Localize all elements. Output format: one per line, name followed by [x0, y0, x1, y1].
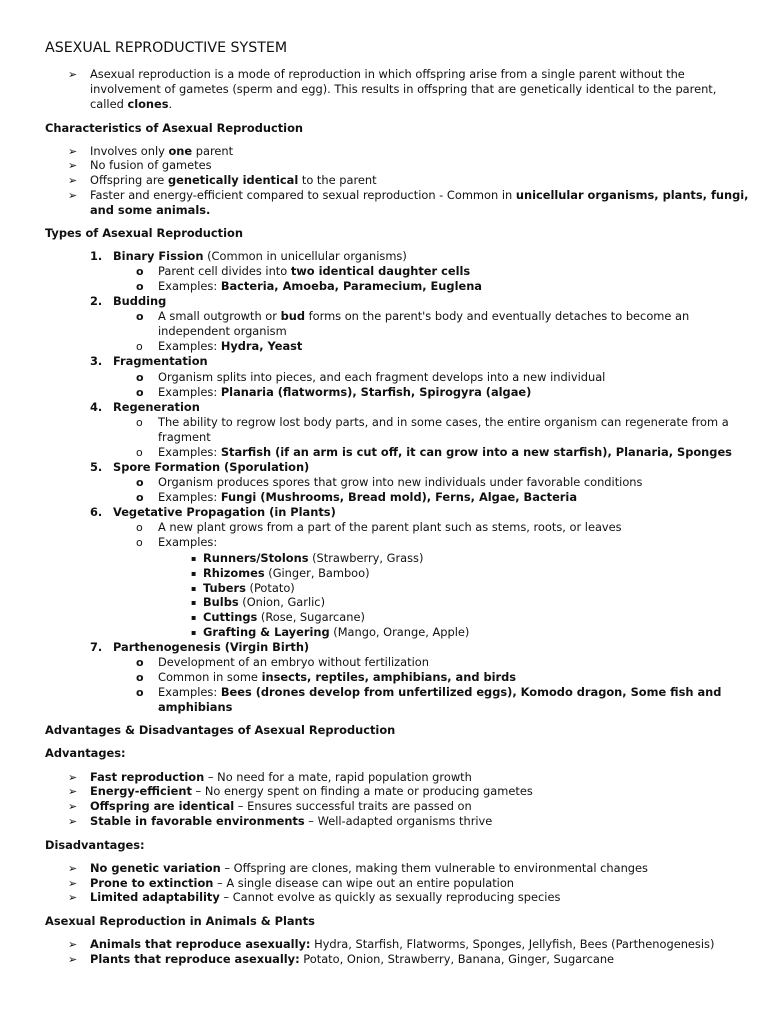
circle-bullet-icon: o — [136, 536, 143, 549]
vegetative-item: Cuttings (Rose, Sugarcane) — [203, 610, 365, 624]
type-title-spore-formation: Spore Formation (Sporulation) — [113, 460, 310, 474]
circle-bullet-icon: o — [136, 656, 144, 669]
vegetative-item: Runners/Stolons (Strawberry, Grass) — [203, 551, 424, 565]
sub-item: A new plant grows from a part of the parent plant such as stems, roots, or leaves — [158, 520, 622, 534]
subheading-disadvantages: Disadvantages: — [45, 838, 145, 852]
circle-bullet-icon: o — [136, 476, 144, 489]
subheading-advantages: Advantages: — [45, 746, 126, 760]
type-number: 5. — [90, 460, 103, 474]
circle-bullet-icon: o — [136, 280, 144, 293]
intro-line-2: involvement of gametes (sperm and egg). This results in offspring that are genetically identical to the parent, — [90, 82, 717, 96]
list-item-continuation: and some animals. — [90, 203, 211, 217]
list-item: Offspring are genetically identical to the parent — [90, 173, 377, 187]
animals-plants-item: Animals that reproduce asexually: Hydra, Starfish, Flatworms, Sponges, Jellyfish, Bees (Parthenogenesis) — [90, 937, 715, 951]
sub-item: A small outgrowth or bud forms on the parent's body and eventually detaches to become an — [158, 309, 690, 323]
sub-item: Parent cell divides into two identical daughter cells — [158, 264, 471, 278]
circle-bullet-icon: o — [136, 265, 144, 278]
arrow-bullet-icon: ➢ — [68, 877, 78, 890]
sub-item: Examples: Fungi (Mushrooms, Bread mold), Ferns, Algae, Bacteria — [158, 490, 578, 504]
square-bullet-icon: ▪ — [191, 613, 197, 622]
circle-bullet-icon: o — [136, 386, 144, 399]
circle-bullet-icon: o — [136, 671, 144, 684]
section-heading-advantages-disadvantages: Advantages & Disadvantages of Asexual Reproduction — [45, 723, 396, 737]
circle-bullet-icon: o — [136, 310, 144, 323]
type-title-fragmentation: Fragmentation — [113, 354, 208, 368]
arrow-bullet-icon: ➢ — [68, 862, 78, 875]
arrow-bullet-icon: ➢ — [68, 771, 78, 784]
sub-item: The ability to regrow lost body parts, and in some cases, the entire organism can regenerate from a — [158, 415, 729, 429]
arrow-bullet-icon: ➢ — [68, 891, 78, 904]
disadvantage-item: Prone to extinction – A single disease can wipe out an entire population — [90, 876, 515, 890]
arrow-bullet-icon: ➢ — [68, 938, 78, 951]
type-title-binary-fission: Binary Fission (Common in unicellular organisms) — [113, 249, 407, 263]
square-bullet-icon: ▪ — [191, 598, 197, 607]
sub-item: Examples: Hydra, Yeast — [158, 339, 303, 353]
arrow-bullet-icon: ➢ — [68, 953, 78, 966]
list-item: No fusion of gametes — [90, 158, 212, 172]
square-bullet-icon: ▪ — [191, 628, 197, 637]
animals-plants-item: Plants that reproduce asexually: Potato, Onion, Strawberry, Banana, Ginger, Sugarcane — [90, 952, 615, 966]
arrow-bullet-icon: ➢ — [68, 189, 78, 202]
advantage-item: Stable in favorable environments – Well-adapted organisms thrive — [90, 814, 493, 828]
advantage-item: Energy-efficient – No energy spent on finding a mate or producing gametes — [90, 784, 533, 798]
list-item: Faster and energy-efficient compared to sexual reproduction - Common in unicellular organisms, plants, fungi, — [90, 188, 749, 202]
type-title-regeneration: Regeneration — [113, 400, 200, 414]
advantage-item: Offspring are identical – Ensures successful traits are passed on — [90, 799, 472, 813]
sub-item: Examples: Starfish (if an arm is cut off, it can grow into a new starfish), Planaria, Sponges — [158, 445, 732, 459]
advantage-item: Fast reproduction – No need for a mate, rapid population growth — [90, 770, 472, 784]
arrow-bullet-icon: ➢ — [68, 785, 78, 798]
square-bullet-icon: ▪ — [191, 569, 197, 578]
sub-item-continuation: independent organism — [158, 324, 287, 338]
sub-item: Organism produces spores that grow into new individuals under favorable conditions — [158, 475, 643, 489]
vegetative-item: Bulbs (Onion, Garlic) — [203, 595, 326, 609]
sub-item: Examples: Bacteria, Amoeba, Paramecium, Euglena — [158, 279, 482, 293]
section-heading-animals-plants: Asexual Reproduction in Animals & Plants — [45, 914, 315, 928]
circle-bullet-icon: o — [136, 491, 144, 504]
list-item: Involves only one parent — [90, 144, 234, 158]
circle-bullet-icon: o — [136, 521, 143, 534]
sub-item: Organism splits into pieces, and each fragment develops into a new individual — [158, 370, 606, 384]
square-bullet-icon: ▪ — [191, 584, 197, 593]
square-bullet-icon: ▪ — [191, 554, 197, 563]
type-number: 6. — [90, 505, 103, 519]
disadvantage-item: No genetic variation – Offspring are clones, making them vulnerable to environmental changes — [90, 861, 648, 875]
section-heading-types: Types of Asexual Reproduction — [45, 226, 243, 240]
vegetative-item: Rhizomes (Ginger, Bamboo) — [203, 566, 370, 580]
type-number: 4. — [90, 400, 103, 414]
type-number: 1. — [90, 249, 103, 263]
arrow-bullet-icon: ➢ — [68, 815, 78, 828]
arrow-bullet-icon: ➢ — [68, 800, 78, 813]
type-title-budding: Budding — [113, 294, 167, 308]
circle-bullet-icon: o — [136, 416, 143, 429]
sub-item: Development of an embryo without fertilization — [158, 655, 429, 669]
disadvantage-item: Limited adaptability – Cannot evolve as quickly as sexually reproducing species — [90, 890, 561, 904]
circle-bullet-icon: o — [136, 686, 144, 699]
arrow-bullet-icon: ➢ — [68, 159, 78, 172]
intro-line-3: called clones. — [90, 97, 173, 111]
arrow-bullet-icon: ➢ — [68, 68, 78, 81]
intro-line-1: Asexual reproduction is a mode of reproduction in which offspring arise from a single parent without the — [90, 67, 685, 81]
vegetative-item: Tubers (Potato) — [203, 581, 295, 595]
page-title: ASEXUAL REPRODUCTIVE SYSTEM — [45, 40, 288, 56]
sub-item-continuation: amphibians — [158, 700, 233, 714]
arrow-bullet-icon: ➢ — [68, 145, 78, 158]
type-number: 3. — [90, 354, 103, 368]
sub-item: Examples: Bees (drones develop from unfertilized eggs), Komodo dragon, Some fish and — [158, 685, 722, 699]
type-title-parthenogenesis: Parthenogenesis (Virgin Birth) — [113, 640, 310, 654]
type-number: 2. — [90, 294, 103, 308]
type-number: 7. — [90, 640, 103, 654]
circle-bullet-icon: o — [136, 371, 144, 384]
sub-item-continuation: fragment — [158, 430, 211, 444]
sub-item: Examples: Planaria (flatworms), Starfish, Spirogyra (algae) — [158, 385, 532, 399]
circle-bullet-icon: o — [136, 340, 143, 353]
arrow-bullet-icon: ➢ — [68, 174, 78, 187]
sub-item: Examples: — [158, 535, 218, 549]
type-title-vegetative-propagation: Vegetative Propagation (in Plants) — [113, 505, 336, 519]
sub-item: Common in some insects, reptiles, amphibians, and birds — [158, 670, 517, 684]
section-heading-characteristics: Characteristics of Asexual Reproduction — [45, 121, 304, 135]
circle-bullet-icon: o — [136, 446, 143, 459]
vegetative-item: Grafting & Layering (Mango, Orange, Apple) — [203, 625, 470, 639]
